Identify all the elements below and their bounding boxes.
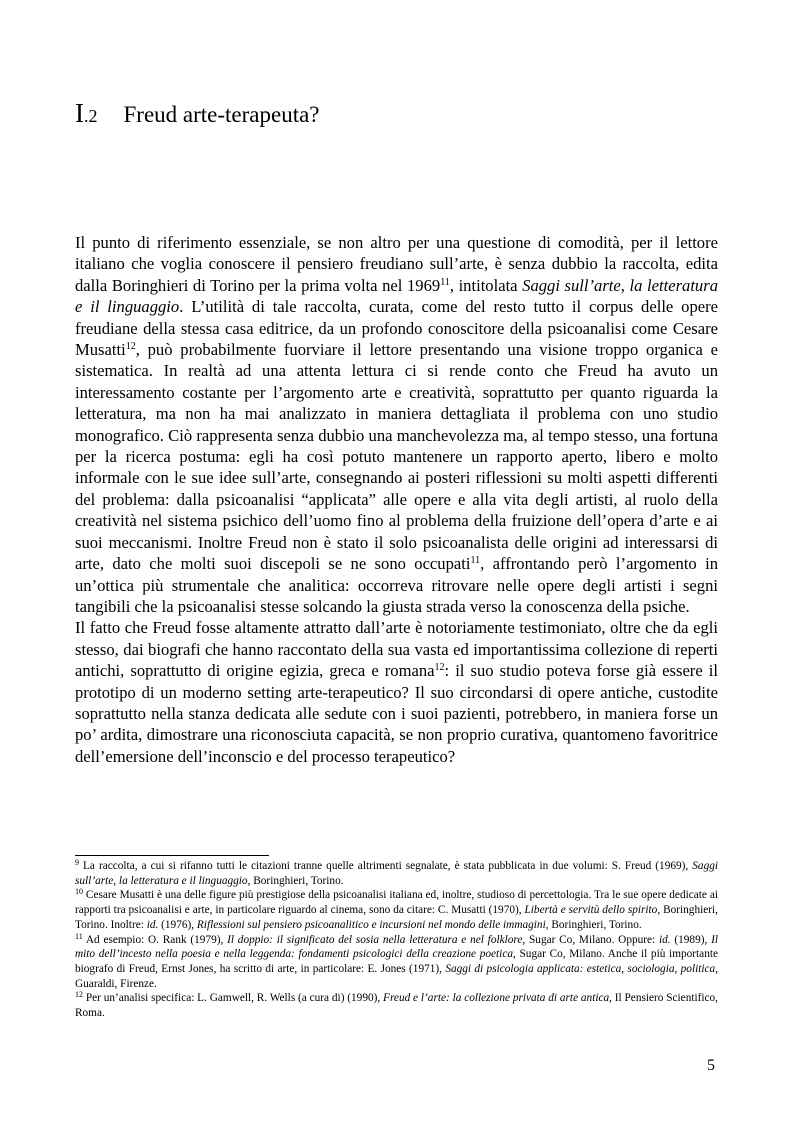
text-run: (1989), — [670, 933, 712, 946]
text-run: Cesare Musatti è una delle figure più prestigiose della psicoanalisi italiana ed, inoltre, studioso di percettologia. Tra le sue opere dedicate ai rapporti tra psicoanalisi e arte, in particolare riguardo al cinema, sono da citare: C. Musatti (1970), — [75, 889, 718, 917]
footnote-9 — [75, 859, 718, 888]
body-text — [75, 232, 718, 767]
book-title: Freud e l’arte: la collezione privata di arte antica, — [383, 992, 612, 1005]
book-title: Saggi sull’arte, la letteratura e il linguaggio — [75, 860, 718, 887]
section-heading — [75, 98, 320, 131]
text-run: Il Pensiero Scientifico, Roma. — [75, 992, 719, 1020]
footnote-divider — [75, 855, 269, 856]
section-number-rest: .2 — [84, 106, 98, 126]
italic-text: id. — [658, 933, 671, 946]
text-run: Il fatto che Freud fosse altamente attratto dall’arte è notoriamente testimoniato, oltre che da egli stesso, dai biografi che hanno raccontato della sua vasta ed importantissima collezione di reperti antichi, soprattutto di origine egizia, greca e romana — [75, 618, 718, 681]
footnote-ref-11b: 11 — [470, 555, 481, 567]
text-run: , affrontando però l’argomento in un’ottica più strumentale che analitica: occorreva ritrovare nelle opere degli artisti i segni tangibili che la psicoanalisi stesse solcando la giusta strada verso la conoscenza della psiche. — [75, 554, 718, 616]
text-run: , Boringhieri, Torino. — [545, 918, 642, 931]
book-title: Saggi di psicologia applicata: estetica, sociologia, politica — [445, 962, 716, 975]
book-title: Il doppio: il significato del sosia nella letteratura e nel folklore — [227, 933, 523, 946]
text-run: (1976), — [158, 918, 197, 931]
text-run: Per un’analisi specifica: L. Gamwell, R. Wells (a cura di) (1990), — [83, 992, 384, 1005]
text-run: , può probabilmente fuorviare il lettore presentando una visione troppo organica e sistematica. In realtà ad una attenta lettura ci si rende conto che Freud ha avuto un interessamento costante per l’argomento arte e creatività, soprattutto per quanto riguarda la letteratura, ma non ha mai analizzato in maniera dettagliata il problema con uno studio monografico. Ciò rappresenta senza dubbio una manchevolezza ma, al tempo stesso, una fortuna per la ricerca postuma: egli ha così potuto mantenere un rapporto aperto, libero e molto informale con le sue idee sull’arte, consegnando ai posteri riflessioni su molti aspetti differenti del problema: dalla psicoanalisi “applicata” alle opere e alla vita degli artisti, al ruolo della creatività nel sistema psichico dell’uomo fino al problema della fruizione dell’opera d’arte e ai suoi meccanismi. Inoltre Freud non è stato il solo psicoanalista delle origini ad interessarsi di arte, dato che molti suoi discepoli se ne sono occupati — [75, 340, 718, 574]
footnotes — [75, 859, 718, 1021]
footnote-ref-12: 12 — [125, 341, 136, 353]
text-run: : il suo studio poteva forse già essere il prototipo di un moderno setting arte-terapeutico? Il suo circondarsi di opere antiche, custodite soprattutto nella stanza dedicata alle sedute con i suoi pazienti, potrebbero, in maniera forse un po’ ardita, dimostrare una riconosciuta capacità, se non proprio curativa, quantomeno favoritrice dell’emersione dell’inconscio e del processo terapeutico? — [75, 661, 718, 766]
footnote-ref-12b: 12 — [434, 662, 445, 674]
footnote-number: 9 — [75, 858, 79, 867]
footnote-number: 12 — [75, 990, 83, 1000]
footnote-number: 10 — [75, 887, 83, 897]
footnote-number: 11 — [75, 931, 83, 941]
text-run: , Guaraldi, Firenze. — [75, 962, 719, 990]
text-run: , Boringhieri, Torino. — [247, 874, 344, 887]
footnote-12 — [75, 991, 718, 1020]
section-number-letter: I — [75, 98, 84, 128]
section-title: Freud arte-terapeuta? — [123, 102, 320, 127]
text-run: , intitolata — [449, 275, 523, 295]
paragraph-2 — [75, 617, 718, 767]
paragraph-1 — [75, 232, 718, 617]
footnote-10 — [75, 888, 718, 932]
italic-text: id. — [146, 918, 159, 931]
book-title: Saggi sull’arte, la letteratura e il linguaggio — [75, 275, 718, 317]
text-run: , Sugar Co, Milano. Anche il più importante biografo di Freud, Ernst Jones, ha scritto di arte, in particolare: E. Jones (1971), — [75, 948, 718, 975]
page-number: 5 — [707, 1057, 715, 1074]
text-run: , Sugar Co, Milano. Oppure: — [522, 933, 659, 946]
text-run: . L’utilità di tale raccolta, curata, come del resto tutto il corpus delle opere freudiane della stessa casa editrice, da un profondo conoscitore della psicoanalisi come Cesare Musatti — [75, 297, 719, 360]
book-title: Il mito dell’incesto nella poesia e nella leggenda: fondamenti psicologici della creazione poetica — [75, 933, 718, 961]
book-title: Riflessioni sul pensiero psicoanalitico e incursioni nel mondo delle immagini — [196, 918, 546, 931]
text-run: , Boringhieri, Torino. Inoltre: — [75, 904, 718, 931]
text-run: La raccolta, a cui si rifanno tutti le citazioni tranne quelle altrimenti segnalate, è stata pubblicata in due volumi: S. Freud (1969), — [79, 860, 693, 872]
text-run: Ad esempio: O. Rank (1979), — [82, 933, 228, 946]
footnote-11 — [75, 933, 718, 992]
text-run: Il punto di riferimento essenziale, se non altro per una questione di comodità, per il lettore italiano che voglia conoscere il pensiero freudiano sull’arte, è senza dubbio la raccolta, edita dalla Boringhieri di Torino per la prima volta nel 1969 — [75, 233, 718, 295]
footnote-ref-11: 11 — [440, 276, 450, 288]
book-title: Libertà e servitù dello spirito — [524, 904, 658, 917]
